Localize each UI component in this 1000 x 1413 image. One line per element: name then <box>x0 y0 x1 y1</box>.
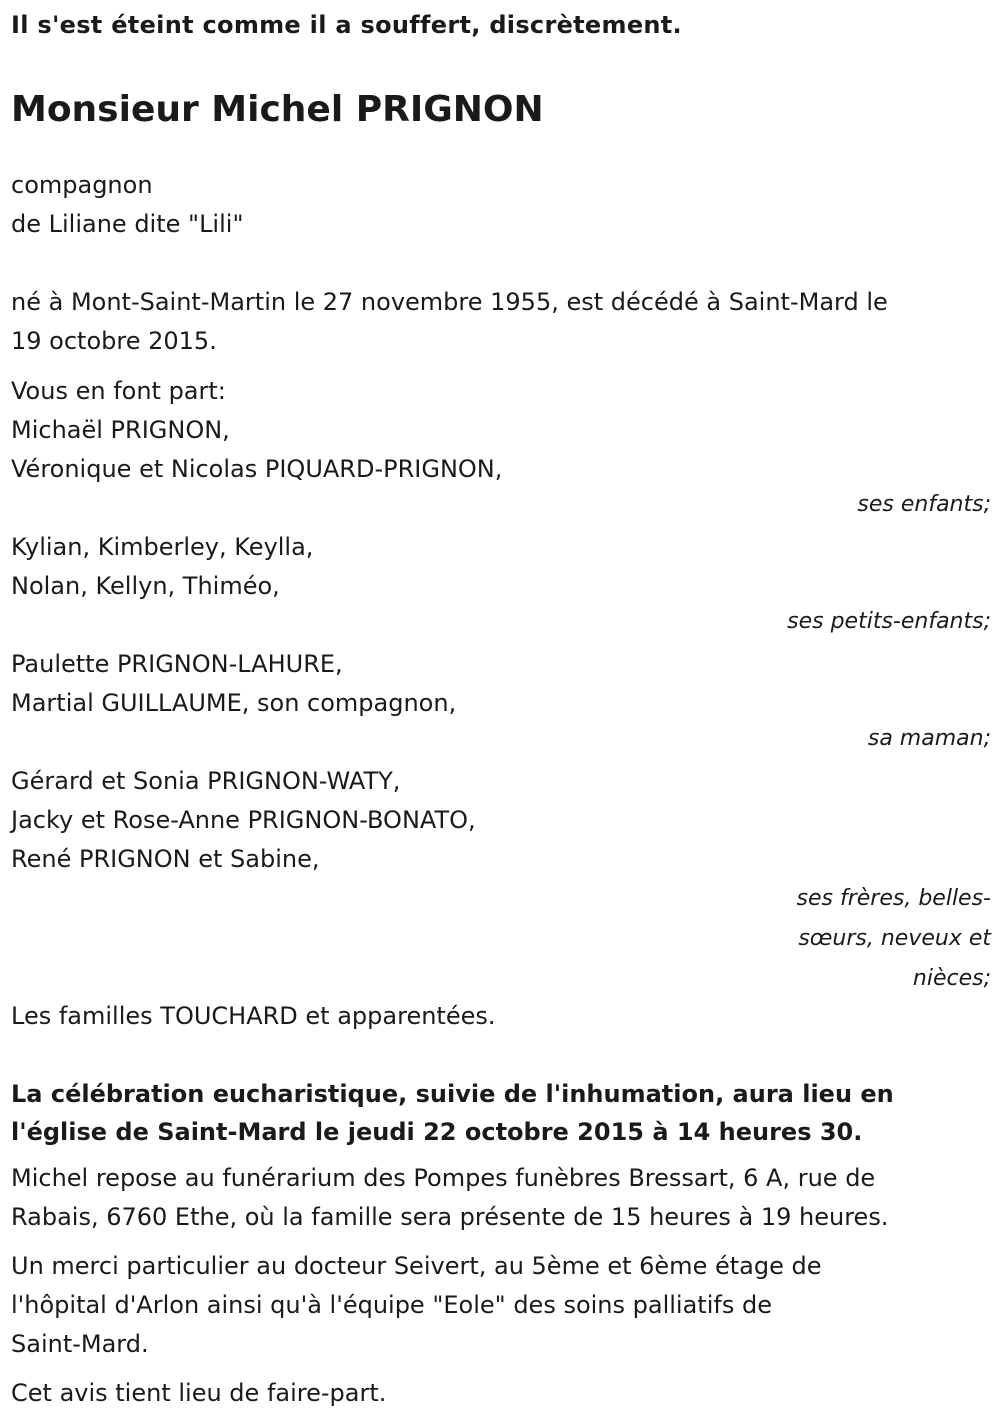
repose-line-2: Rabais, 6760 Ethe, où la famille sera présente de 15 heures à 19 heures. <box>11 1203 889 1231</box>
relation-label: sa maman; <box>867 726 991 751</box>
ceremony-line-2: l'église de Saint-Mard le jeudi 22 octobre 2015 à 14 heures 30. <box>11 1118 863 1146</box>
family-group-children <box>11 411 991 525</box>
closing-line: Cet avis tient lieu de faire-part. <box>11 1379 387 1407</box>
announcers-intro: Vous en font part: <box>11 377 226 405</box>
birth-death-line-2: 19 octobre 2015. <box>11 327 217 355</box>
intro-line: Il s'est éteint comme il a souffert, discrètement. <box>11 11 682 39</box>
family-member: Nolan, Kellyn, Thiméo, <box>11 572 280 600</box>
family-group-grandchildren <box>11 528 991 642</box>
family-member: Kylian, Kimberley, Keylla, <box>11 533 314 561</box>
ceremony-line-1: La célébration eucharistique, suivie de l'inhumation, aura lieu en <box>11 1080 894 1108</box>
birth-death-block <box>11 283 991 361</box>
families-line: Les familles TOUCHARD et apparentées. <box>11 1002 496 1030</box>
family-member: Martial GUILLAUME, son compagnon, <box>11 689 457 717</box>
family-member: Paulette PRIGNON-LAHURE, <box>11 650 343 678</box>
partner-line-2: de Liliane dite "Lili" <box>11 210 244 238</box>
death-notice <box>11 0 991 1413</box>
relation-label: ses petits-enfants; <box>787 609 991 634</box>
family-member: Gérard et Sonia PRIGNON-WATY, <box>11 767 401 795</box>
thanks-block <box>11 1247 991 1364</box>
family-member: Véronique et Nicolas PIQUARD-PRIGNON, <box>11 455 503 483</box>
thanks-line-1: Un merci particulier au docteur Seivert, au 5ème et 6ème étage de <box>11 1252 822 1280</box>
family-group-siblings <box>11 762 991 999</box>
relation-line: nièces; <box>912 966 991 991</box>
relation-label-multiline <box>761 879 991 999</box>
partner-block <box>11 166 991 244</box>
family-member: René PRIGNON et Sabine, <box>11 845 320 873</box>
relation-label: ses enfants; <box>857 492 991 517</box>
relation-line: ses frères, belles- <box>796 886 991 911</box>
deceased-name: Monsieur Michel PRIGNON <box>11 89 544 130</box>
ceremony-block <box>11 1075 991 1151</box>
repose-line-1: Michel repose au funérarium des Pompes funèbres Bressart, 6 A, rue de <box>11 1164 876 1192</box>
thanks-line-3: Saint-Mard. <box>11 1330 149 1358</box>
family-member: Michaël PRIGNON, <box>11 416 230 444</box>
thanks-line-2: l'hôpital d'Arlon ainsi qu'à l'équipe "Eole" des soins palliatifs de <box>11 1291 772 1319</box>
birth-death-line-1: né à Mont-Saint-Martin le 27 novembre 1955, est décédé à Saint-Mard le <box>11 288 888 316</box>
partner-line-1: compagnon <box>11 171 153 199</box>
family-group-mother <box>11 645 991 759</box>
repose-block <box>11 1159 991 1237</box>
relation-line: sœurs, neveux et <box>798 926 991 951</box>
family-member: Jacky et Rose-Anne PRIGNON-BONATO, <box>11 806 476 834</box>
announcers-block <box>11 372 991 1036</box>
